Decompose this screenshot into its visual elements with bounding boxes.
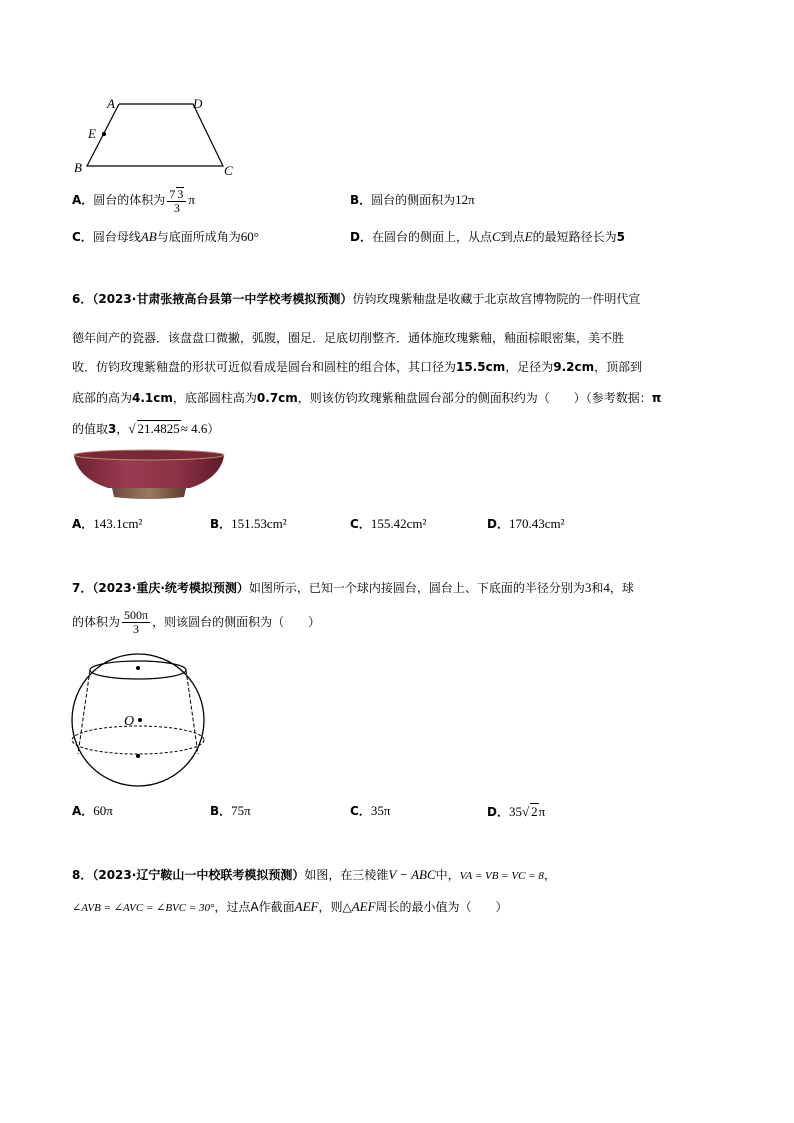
q6-line-1: 6．（2023·甘肃张掖高台县第一中学校考模拟预测）仿钧玫瑰紫釉盘是收藏于北京故宫博物院的一件明代宣 <box>72 292 641 306</box>
q7-number: 7． <box>72 581 93 595</box>
q7-option-d: D．35√ 2π <box>487 804 546 819</box>
q7-option-b: B．75π <box>210 803 251 818</box>
q6-option-a: A．143.1cm² <box>72 516 143 531</box>
q8-line-2: ∠AVB = ∠AVC = ∠BVC = 30°，过点A作截面AEF，则△AEF周长的最小值为（ ） <box>72 899 508 914</box>
q6-number: 6． <box>72 292 93 306</box>
q5-option-a: A．圆台的体积为 $\frac{7 3}{3}$ π <box>72 186 195 215</box>
bottom-center-dot <box>136 754 140 758</box>
label-o: O <box>124 714 135 729</box>
q8-source: （2023·辽宁鞍山一中校联考模拟预测） <box>92 868 305 882</box>
top-center-dot <box>136 666 140 670</box>
q7-line-2: 的体积为 $\frac{500\pi}{3}$ ，则该圆台的侧面积为（ ） <box>72 608 321 636</box>
q5-option-d: D．在圆台的侧面上，从点C到点E的最短路径长为5 <box>350 229 625 244</box>
label-e: E <box>88 126 96 141</box>
trapezoid-figure <box>70 92 250 184</box>
q6-option-c: C．155.42cm² <box>350 516 427 531</box>
sphere-volume-fraction: $\frac{500\pi}{3}$ <box>124 608 149 636</box>
sphere-equator <box>72 726 204 754</box>
q7-line-1: 7．（2023·重庆·统考模拟预测）如图所示，已知一个球内接圆台，圆台上、下底面的半径分别为3和4，球 <box>72 580 634 595</box>
q6-line-4: 底部的高为4.1cm，底部圆柱高为0.7cm，则该仿钧玫瑰紫釉盘圆台部分的侧面积约为（ ）（参考数据：π <box>72 391 662 405</box>
q6-line-2: 德年间产的瓷器．该盘盘口微撇，弧腹，圈足．足底切削整齐．通体施玫瑰紫釉，釉面棕眼密集，美不胜 <box>72 331 625 345</box>
q8-number: 8． <box>72 868 93 882</box>
center-o-dot <box>138 718 142 722</box>
volume-fraction: $\frac{7 3}{3}$ <box>167 187 186 215</box>
q6-line-5: 的值取3，√ 21.4825≈ 4.6） <box>72 421 220 436</box>
q7-option-a: A．60π <box>72 803 113 818</box>
sphere-frustum-figure <box>70 652 206 788</box>
label-c: C <box>224 163 233 178</box>
label-b: B <box>74 160 82 175</box>
q5-option-b: B．圆台的侧面积为12π <box>350 192 475 207</box>
q7-source: （2023·重庆·统考模拟预测） <box>92 581 249 595</box>
q5-option-c: C．圆台母线AB与底面所成角为60° <box>72 229 259 244</box>
label-a: A <box>107 96 115 111</box>
q6-option-b: B．151.53cm² <box>210 516 287 531</box>
q6-source: （2023·甘肃张掖高台县第一中学校考模拟预测） <box>92 292 353 306</box>
point-e-dot <box>102 132 106 136</box>
bowl-image <box>72 446 226 502</box>
q6-option-d: D．170.43cm² <box>487 516 565 531</box>
label-d: D <box>193 96 203 111</box>
q7-option-c: C．35π <box>350 803 391 818</box>
q8-line-1: 8．（2023·辽宁鞍山一中校联考模拟预测）如图，在三棱锥V − ABC中，VA = VB = VC = 8， <box>72 867 556 882</box>
q6-line-3: 收．仿钧玫瑰紫釉盘的形状可近似看成是圆台和圆柱的组合体，其口径为15.5cm，足径为9.2cm，顶部到 <box>72 360 643 374</box>
trapezoid-outline <box>87 104 223 166</box>
